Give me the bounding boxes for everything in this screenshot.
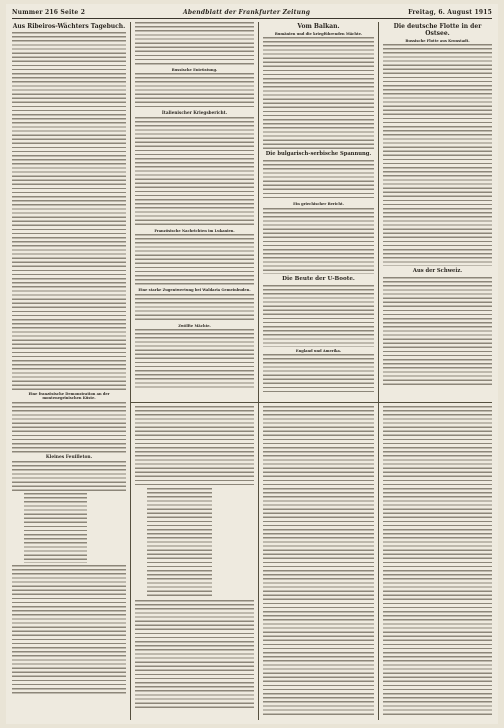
poem-text: [135, 488, 212, 598]
article-body: [263, 354, 374, 394]
article-body: [263, 406, 374, 716]
article-headline: Die bulgarisch-serbische Spannung.: [265, 151, 372, 158]
article-body: [383, 44, 492, 266]
article-subheading: Zwölfte Mächte.: [178, 323, 211, 328]
article-body: [135, 234, 254, 286]
article-body: [12, 565, 126, 695]
article-body: [135, 600, 254, 710]
article-subheading: Eine starke Zugentwertung bei Waldaria Gemeinbuden.: [138, 288, 251, 293]
article-headline: Die Beute der U-Boote.: [282, 275, 355, 282]
article-subheading: Russische Entrüstung.: [171, 68, 218, 72]
article-subheading: Russische Flotte aus Kronstadt.: [405, 39, 470, 43]
article-subheading: Eine französische Demonstration an der montenegrinischen Küste.: [28, 392, 110, 401]
article-body: [12, 402, 126, 454]
poem-text: [12, 493, 87, 563]
header-date: Freitag, 6. August 1915: [408, 8, 492, 16]
article-body: [135, 117, 254, 227]
section-rule: [130, 402, 492, 403]
newspaper-page: [6, 4, 498, 724]
article-body: [383, 277, 492, 387]
article-body: [383, 406, 492, 716]
article-headline: Die deutsche Flotte in der Ostsee.: [393, 23, 482, 37]
page-header: [12, 6, 492, 19]
article-body: [135, 73, 254, 109]
lower-column-4: [383, 406, 492, 720]
column-rule: [130, 22, 131, 720]
column-4: [383, 22, 492, 400]
lower-column-2: [135, 406, 254, 720]
column-2: [135, 22, 254, 400]
column-3: [263, 22, 374, 400]
article-subheading: Rumänien und die kriegführenden Mächte.: [274, 32, 363, 36]
article-body: [135, 406, 254, 486]
article-headline: Aus der Schweiz.: [412, 268, 463, 275]
article-body: [12, 32, 126, 390]
article-subheading: Ein griechischer Bericht.: [293, 202, 344, 207]
header-issue-page: Nummer 216 Seite 2: [12, 8, 86, 16]
article-subheading: Kleines Feuilleton.: [45, 454, 93, 460]
column-rule: [378, 22, 379, 720]
article-body: [263, 285, 374, 347]
column-rule: [258, 22, 259, 720]
article-headline: Vom Balkan.: [297, 23, 340, 30]
article-subheading: Italienischer Kriegsbericht.: [161, 110, 228, 116]
column-1: [12, 22, 126, 720]
article-body: [135, 22, 254, 66]
article-body: [263, 208, 374, 274]
article-body: [263, 160, 374, 200]
article-body: [135, 294, 254, 322]
article-subheading: England und Amerika.: [295, 348, 342, 353]
article-body: [135, 329, 254, 389]
lower-column-3: [263, 406, 374, 720]
header-masthead: Abendblatt der Frankfurter Zeitung: [183, 8, 311, 16]
article-body: [263, 37, 374, 149]
article-headline: Aus Ribeiros-Wächters Tagebuch.: [12, 23, 126, 30]
article-subheading: Französische Nachrichten im Lukanien.: [154, 228, 235, 233]
article-body: [12, 461, 126, 491]
